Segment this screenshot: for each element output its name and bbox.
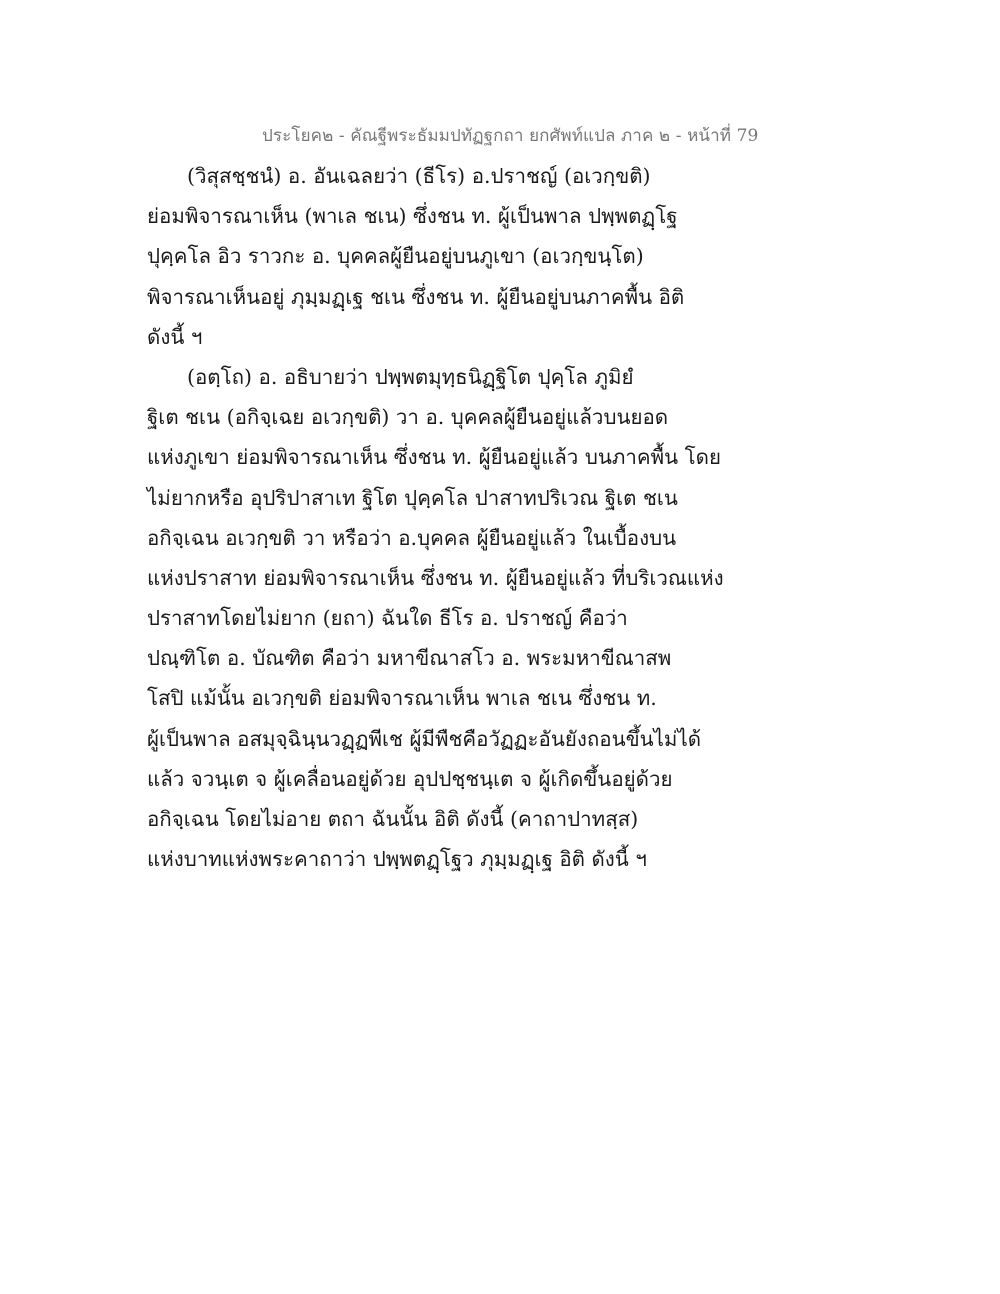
text-line: แล้ว จวนฺเต จ ผู้เคลื่อนอยู่ด้วย อุปปชฺชนฺเต จ ผู้เกิดขึ้นอยู่ด้วย [147,766,673,791]
text-line: พิจารณาเห็นอยู่ ภุมฺมฏฺเฐ ชเน ซึ่งชน ท. ผู้ยืนอยู่บนภาคพื้น อิติ [147,284,685,309]
text-line: โสปิ แม้นั้น อเวกฺขติ ย่อมพิจารณาเห็น พาเล ชเน ซึ่งชน ท. [147,686,657,711]
text-line: ไม่ยากหรือ อุปริปาสาเท ฐิโต ปุคฺคโล ปาสาทปริเวณ ฐิเต ชเน [147,485,678,510]
text-line: ย่อมพิจารณาเห็น (พาเล ชเน) ซึ่งชน ท. ผู้เป็นพาล ปพฺพตฏฺโฐ [147,204,678,229]
text-line: (อตฺโถ) อ. อธิบายว่า ปพฺพตมุทฺธนิฏฺฐิโต ปุคฺโล ภูมิยํ [187,364,634,389]
paragraph-2 [147,357,724,879]
running-header: ประโยค๒ - คัณฐีพระธัมมปทัฏฐกถา ยกศัพท์แปล ภาค ๒ - หน้าที่ 79 [262,126,759,146]
text-line: ดังนี้ ฯ [147,324,203,349]
text-line: อกิจฺเฉน อเวกฺขติ วา หรือว่า อ.บุคคล ผู้ยืนอยู่แล้ว ในเบื้องบน [147,525,677,550]
text-line: แห่งภูเขา ย่อมพิจารณาเห็น ซึ่งชน ท. ผู้ยืนอยู่แล้ว บนภาคพื้น โดย [147,445,721,470]
text-line: แห่งบาทแห่งพระคาถาว่า ปพฺพตฏฺโฐว ภุมฺมฏฺเฐ อิติ ดังนี้ ฯ [147,847,647,872]
text-line: อกิจฺเฉน โดยไม่อาย ตถา ฉันนั้น อิติ ดังนี้ (คาถาปาทสฺส) [147,807,639,831]
text-line: ฐิเต ชเน (อกิจฺเฉย อเวกฺขติ) วา อ. บุคคลผู้ยืนอยู่แล้วบนยอด [147,405,669,430]
text-line: ปราสาทโดยไม่ยาก (ยถา) ฉันใด ธีโร อ. ปราชญ์ คือว่า [147,606,628,631]
text-line: ผู้เป็นพาล อสมุจฺฉินฺนวฏฺฏพีเช ผู้มีพืชคือวัฏฏะอันยังถอนขึ้นไม่ได้ [147,726,702,751]
paragraph-1 [147,156,707,357]
body-text [147,156,724,879]
text-line: ปุคฺคโล อิว ราวกะ อ. บุคคลผู้ยืนอยู่บนภูเขา (อเวกฺขนฺโต) [147,244,644,269]
text-line: (วิสุสชฺชนํ) อ. อันเฉลยว่า (ธีโร) อ.ปราชญ์ (อเวกฺขติ) [187,164,651,188]
text-line: ปณฺฑิโต อ. บัณฑิต คือว่า มหาขีณาสโว อ. พระมหาขีณาสพ [147,646,672,671]
text-line: แห่งปราสาท ย่อมพิจารณาเห็น ซึ่งชน ท. ผู้ยืนอยู่แล้ว ที่บริเวณแห่ง [147,565,724,590]
